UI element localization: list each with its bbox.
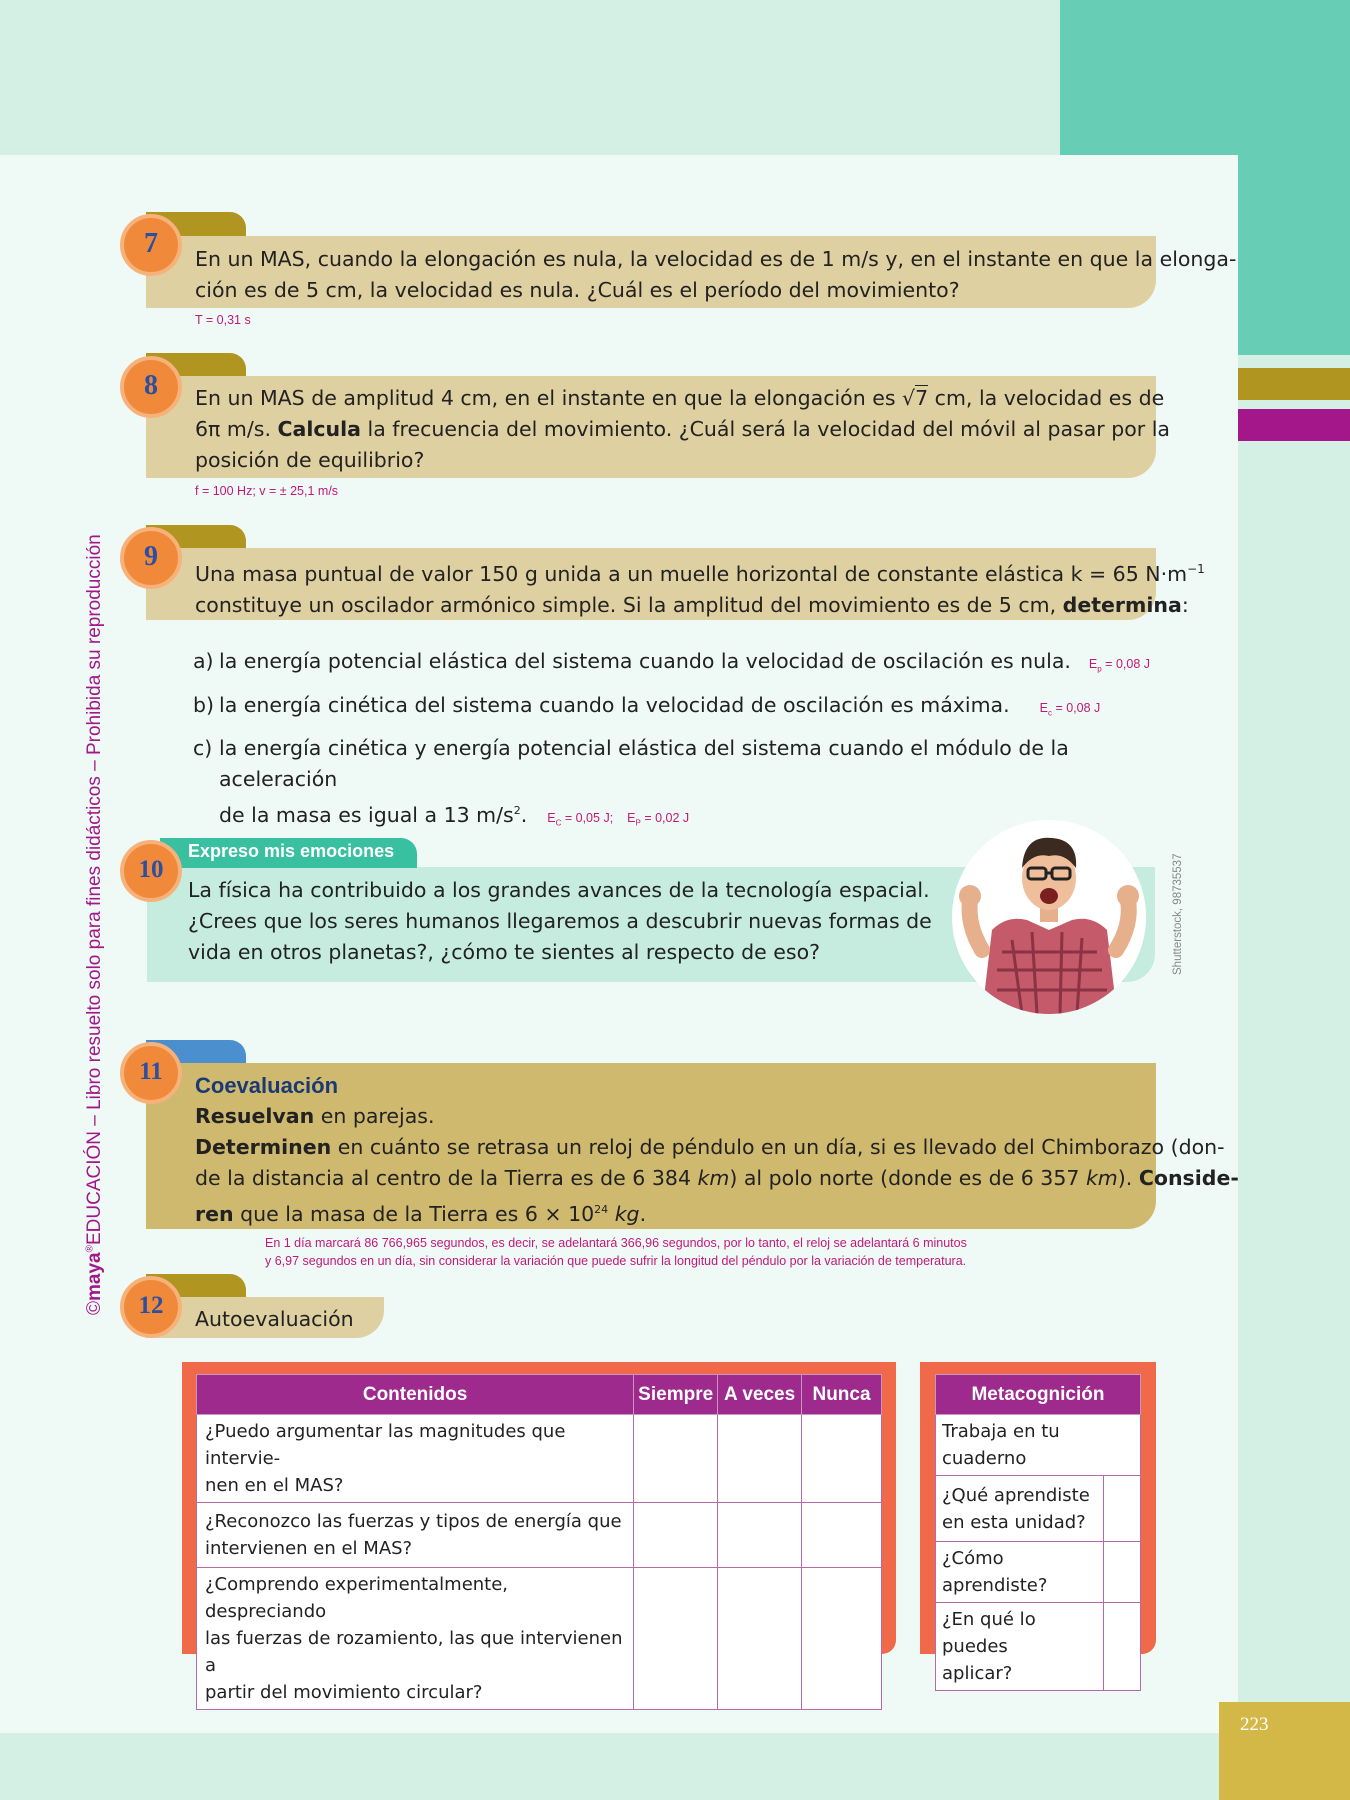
unit-kg: kg: [608, 1201, 640, 1226]
sqrt-value: 7: [915, 386, 929, 410]
q8-line-2: [195, 414, 1170, 445]
q11-line-3-mid: ) al polo norte (donde es de 6 357: [729, 1166, 1086, 1190]
item-text-wrap: [219, 690, 1100, 729]
q7-line-2: ción es de 5 cm, la velocidad es nula. ¿Cuál es el período del movimiento?: [195, 278, 960, 302]
q10-number: 10: [138, 856, 164, 883]
item-c-answer-ep: [627, 810, 690, 828]
celebrating-student-illustration: [952, 820, 1146, 1014]
item-letter: a): [193, 649, 214, 673]
q7-answer: T = 0,31 s: [195, 313, 251, 327]
q8-line-1-text: En un MAS de amplitud 4 cm, en el instante en que la elongación es: [195, 386, 903, 410]
q8-number: 8: [144, 370, 158, 401]
item-c-answer-ec: [547, 810, 614, 828]
side-text-body: EDUCACIÓN – Libro resuelto solo para fines didácticos – Prohibida su reproducción: [84, 534, 105, 1246]
table-cell-contenido: [197, 1568, 634, 1710]
q11-line-3: [195, 1163, 1239, 1194]
table-row: [197, 1415, 882, 1503]
meta-header-row: [936, 1375, 1141, 1415]
q12-number: 12: [138, 1292, 164, 1319]
item-text-wrap: [219, 646, 1150, 685]
checkbox-cell-siempre[interactable]: [634, 1415, 718, 1503]
ans-symbol: E: [627, 810, 636, 825]
table-cell-contenido: [197, 1503, 634, 1568]
q12-label: Autoevaluación: [195, 1307, 354, 1331]
q9-number: 9: [144, 541, 158, 572]
student-photo: [952, 820, 1146, 1014]
q11-line-1-end: en parejas.: [314, 1104, 435, 1128]
q7-question: [195, 244, 1236, 306]
meta-row: [936, 1476, 1141, 1542]
checkbox-cell-a-veces[interactable]: [718, 1415, 802, 1503]
q9-item-c: [193, 733, 1153, 828]
ans-sub: c: [1047, 708, 1052, 718]
q9-line-1: [195, 554, 1205, 590]
registered-symbol: ®: [84, 1245, 96, 1253]
cell-line: partir del movimiento circular?: [205, 1682, 483, 1703]
page-number-box: [1219, 1702, 1350, 1800]
q8-line-1-end: cm, la velocidad es de: [928, 386, 1165, 410]
checkbox-cell-siempre[interactable]: [634, 1568, 718, 1710]
ans-sub: p: [1097, 664, 1102, 674]
ans-symbol: E: [547, 810, 556, 825]
header-contenidos: Contenidos: [197, 1375, 634, 1415]
q9-line-2-start: constituye un oscilador armónico simple. Si la amplitud del movimiento es de 5 cm,: [195, 592, 1063, 617]
ans-value: = 0,02 J: [640, 810, 690, 825]
q11-keyword-resuelvan: Resuelvan: [195, 1104, 315, 1128]
q11-line-4: [195, 1194, 1239, 1230]
cell-line: intervienen en el MAS?: [205, 1538, 413, 1559]
q9-keyword-determina: determina: [1062, 592, 1182, 617]
q10-number-badge: [120, 840, 182, 902]
meta-answer-cell[interactable]: [1104, 1603, 1141, 1691]
meta-subheader-row: [936, 1415, 1141, 1476]
q8-question: [195, 383, 1170, 476]
table-header-row: [197, 1375, 882, 1415]
q10-tab-label: Expreso mis emociones: [188, 841, 395, 861]
item-text-wrap: [219, 733, 1153, 838]
ans-sub: C: [555, 818, 562, 828]
meta-question: [936, 1603, 1104, 1691]
item-text: la energía potencial elástica del sistema cuando la velocidad de oscilación es nula.: [219, 649, 1071, 673]
q11-keyword-consideren: Conside-: [1138, 1166, 1239, 1190]
q11-answer-line-2: y 6,97 segundos en un día, sin considerar la variación que puede sufrir la longitud del péndulo por la variación de temperatura.: [265, 1254, 967, 1268]
q9-line-2: [195, 590, 1205, 621]
cell-line: nen en el MAS?: [205, 1475, 344, 1496]
item-c-line-2-text: de la masa es igual a 13 m/s: [219, 802, 514, 827]
q11-answer-line-1: En 1 día marcará 86 766,965 segundos, es decir, se adelantará 366,96 segundos, por lo tanto, el reloj se adelantará 6 minutos: [265, 1236, 967, 1250]
checkbox-cell-nunca[interactable]: [802, 1415, 882, 1503]
copyright-symbol: ©: [84, 1301, 105, 1315]
cell-line: ¿Puedo argumentar las magnitudes que intervie-: [205, 1421, 566, 1469]
checkbox-cell-siempre[interactable]: [634, 1503, 718, 1568]
q11-keyword-ren: ren: [195, 1201, 234, 1226]
meta-question: [936, 1476, 1104, 1542]
ans-value: = 0,08 J: [1051, 701, 1101, 715]
q11-line-4-text: que la masa de la Tierra es 6 × 10: [233, 1201, 595, 1226]
q9-question: [195, 554, 1205, 621]
q8-number-badge: [120, 356, 182, 418]
meta-row: [936, 1542, 1141, 1603]
q11-title: Coevaluación: [195, 1073, 339, 1098]
item-text: la energía cinética del sistema cuando la velocidad de oscilación es máxima.: [219, 693, 1010, 717]
item-c-line-1: la energía cinética y energía potencial elástica del sistema cuando el módulo de la aceleración: [219, 736, 1069, 791]
brand-logo: maya: [84, 1252, 105, 1301]
photo-credit: Shutterstock, 98735537: [1172, 853, 1184, 975]
q11-number-badge: [120, 1042, 182, 1104]
self-evaluation-table: [196, 1374, 882, 1710]
item-a-answer: [1088, 657, 1151, 674]
q10-line-1: La física ha contribuido a los grandes avances de la tecnología espacial.: [188, 878, 930, 902]
olive-section-tab: [1238, 368, 1350, 400]
q10-question: [188, 875, 932, 968]
meta-row: [936, 1603, 1141, 1691]
q8-keyword-calcula: Calcula: [277, 417, 362, 441]
item-b-answer: [1039, 701, 1101, 718]
q10-line-3: vida en otros planetas?, ¿cómo te sientes al respecto de eso?: [188, 940, 821, 964]
ans-value: = 0,08 J: [1101, 657, 1151, 671]
item-letter: b): [193, 693, 215, 717]
q11-line-2-end: en cuánto se retrasa un reloj de péndulo en un día, si es llevado del Chimborazo (don-: [331, 1135, 1225, 1159]
meta-question: [936, 1542, 1104, 1603]
q7-number: 7: [144, 228, 158, 259]
q9-exponent: −1: [1187, 562, 1205, 576]
cell-line: ¿Cómo aprendiste?: [942, 1548, 1048, 1596]
ans-sub: P: [635, 818, 641, 828]
header-a-veces: A veces: [718, 1375, 802, 1415]
item-c-exponent: 2: [513, 804, 521, 817]
meta-answer-cell[interactable]: [1104, 1542, 1141, 1603]
header-nunca: Nunca: [802, 1375, 882, 1415]
q9-item-b: [193, 690, 1153, 721]
table-cell-contenido: [197, 1415, 634, 1503]
q11-period: .: [639, 1201, 647, 1226]
q11-number: 11: [139, 1058, 163, 1085]
ans-symbol: E: [1039, 701, 1048, 715]
item-c-period: .: [520, 802, 528, 827]
copyright-side-text: [84, 534, 106, 1315]
unit-km: km: [697, 1166, 730, 1190]
q12-number-badge: [120, 1276, 182, 1338]
q11-line-1: [195, 1101, 1239, 1132]
q9-line-1-text: Una masa puntual de valor 150 g unida a un muelle horizontal de constante elástica k = 65 N·m: [195, 561, 1188, 586]
q8-line-2-start: 6π m/s.: [195, 417, 278, 441]
sqrt-symbol: √: [902, 386, 916, 410]
table-row: [197, 1503, 882, 1568]
metacognition-table: [935, 1374, 1141, 1691]
q11-line-3-end: ).: [1117, 1166, 1139, 1190]
q9-item-a: [193, 646, 1153, 677]
right-margin-strip: [1238, 355, 1350, 1600]
meta-subheader: Trabaja en tu cuaderno: [936, 1415, 1141, 1476]
cell-line: ¿En qué lo puedes: [942, 1609, 1036, 1657]
ans-symbol: E: [1088, 657, 1098, 671]
header-metacognicion: Metacognición: [936, 1375, 1141, 1415]
header-siempre: Siempre: [634, 1375, 718, 1415]
cell-line: en esta unidad?: [942, 1511, 1086, 1533]
q10-line-2: ¿Crees que los seres humanos llegaremos a descubrir nuevas formas de: [188, 909, 932, 933]
q11-line-3-start: de la distancia al centro de la Tierra es de 6 384: [195, 1166, 698, 1190]
checkbox-cell-nunca[interactable]: [802, 1503, 882, 1568]
checkbox-cell-a-veces[interactable]: [718, 1503, 802, 1568]
cell-line: ¿Reconozco las fuerzas y tipos de energía que: [205, 1511, 622, 1532]
cell-line: ¿Qué aprendiste: [942, 1484, 1090, 1506]
q11-question: [195, 1070, 1239, 1230]
unit-km: km: [1085, 1166, 1118, 1190]
meta-answer-cell[interactable]: [1104, 1476, 1141, 1542]
bottom-band: [0, 1733, 1350, 1800]
q7-number-badge: [120, 214, 182, 276]
q9-line-2-end: :: [1181, 592, 1189, 617]
top-background: [0, 0, 1060, 155]
checkbox-cell-a-veces[interactable]: [718, 1568, 802, 1710]
q7-line-1: En un MAS, cuando la elongación es nula, la velocidad es de 1 m/s y, en el instante en que la elonga-: [195, 247, 1237, 271]
q8-line-3: posición de equilibrio?: [195, 448, 425, 472]
cell-line: ¿Comprendo experimentalmente, despreciando: [205, 1574, 509, 1622]
q8-answer: f = 100 Hz; v = ± 25,1 m/s: [195, 484, 339, 498]
cell-line: las fuerzas de rozamiento, las que intervienen a: [205, 1628, 623, 1676]
table-row: [197, 1568, 882, 1710]
checkbox-cell-nunca[interactable]: [802, 1568, 882, 1710]
page-number: 223: [1240, 1714, 1269, 1735]
item-letter: c): [193, 736, 213, 760]
q11-line-2: [195, 1132, 1239, 1163]
q8-line-2-end: la frecuencia del movimiento. ¿Cuál será la velocidad del móvil al pasar por la: [361, 417, 1170, 441]
q11-keyword-determinen: Determinen: [195, 1135, 332, 1159]
magenta-section-tab: [1238, 409, 1350, 441]
q11-exponent: 24: [594, 1203, 609, 1216]
q9-number-badge: [120, 527, 182, 589]
cell-line: aplicar?: [942, 1663, 1013, 1684]
ans-value: = 0,05 J;: [561, 810, 614, 825]
q11-answer: [265, 1234, 967, 1270]
q8-line-1: [195, 383, 1170, 414]
